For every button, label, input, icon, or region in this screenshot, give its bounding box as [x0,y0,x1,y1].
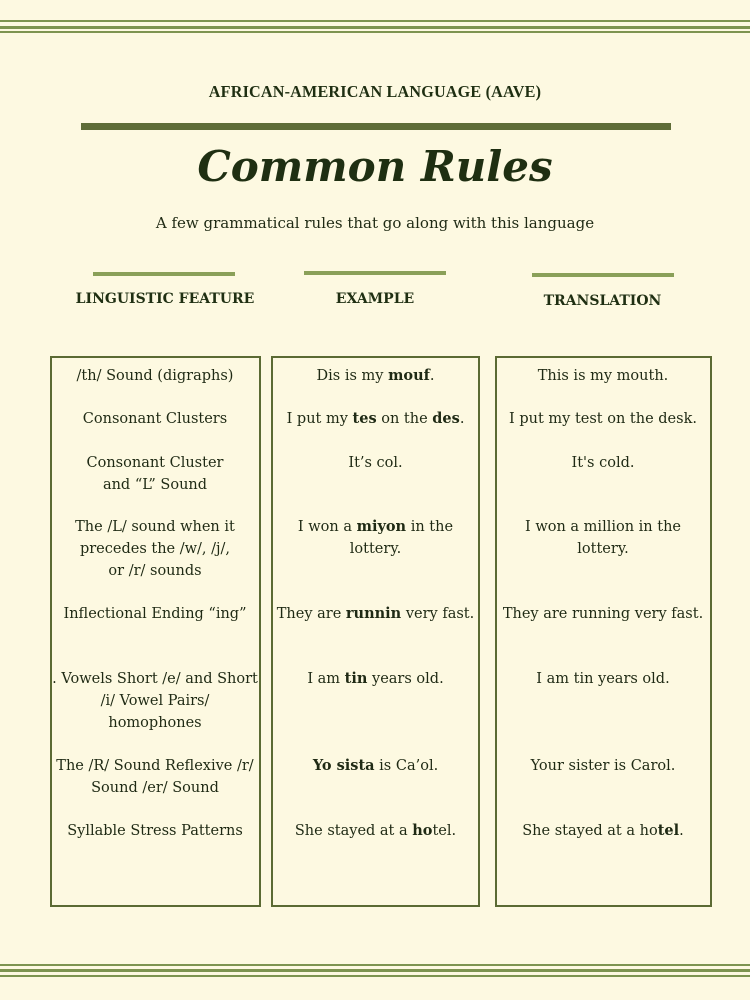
text-segment: It's cold. [571,455,635,471]
row-translation [502,365,704,387]
row-translation [502,408,704,430]
feature-text: Consonant Clusters [82,411,228,427]
text-segment: She stayed at a [294,823,413,839]
feature-text: Sound /er/ Sound [91,780,219,796]
row-feature [48,408,262,430]
text-segment: I am tin years old. [536,671,670,687]
text-segment: I won a [297,519,357,535]
row-example [274,365,477,387]
row-example [274,668,477,690]
feature-text: Consonant Cluster [86,455,224,471]
feature-text: homophones [108,715,202,731]
row-feature [48,668,262,734]
row-example [274,755,477,777]
feature-text: precedes the /w/, /j/, [79,541,231,557]
emphasized-word: tes [352,410,377,427]
emphasized-word: ho [412,822,433,839]
column-header-line [532,273,674,277]
subtitle: A few grammatical rules that go along with this language [155,214,595,232]
text-segment: is Ca’ol. [374,758,439,774]
text-segment: I put my [286,411,353,427]
emphasized-word: miyon [356,518,407,535]
emphasized-word: Yo sista [312,757,375,774]
emphasized-word: tel [657,822,680,839]
text-segment: Dis is my [316,368,389,384]
column-header-feature: LINGUISTIC FEATURE [75,291,255,307]
text-segment: They are [276,606,346,622]
row-translation [502,755,704,777]
emphasized-word: mouf [388,367,430,384]
emphasized-word: runnin [345,605,402,622]
column-header-line [304,271,446,275]
row-example [274,820,477,842]
top-rule [0,20,750,22]
supertitle: AFRICAN-AMERICAN LANGUAGE (AAVE) [208,82,542,101]
text-segment: I won a million in the lottery. [525,519,681,557]
feature-text: The /R/ Sound Reflexive /r/ [56,758,254,774]
column-header-example: EXAMPLE [335,291,415,307]
feature-text: /i/ Vowel Pairs/ [100,693,210,709]
text-segment: years old. [367,671,444,687]
row-feature [48,452,262,496]
bottom-rule [0,975,750,977]
feature-text: Inflectional Ending “ing” [63,606,247,622]
row-feature [48,516,262,582]
text-segment: I am [307,671,345,687]
row-feature [48,365,262,387]
feature-text: or /r/ sounds [108,563,202,579]
text-segment: She stayed at a ho [522,823,658,839]
feature-text: Syllable Stress Patterns [67,823,243,839]
row-example [274,516,477,560]
row-translation [502,820,704,842]
row-feature [48,603,262,625]
bottom-rule [0,964,750,966]
text-segment: on the [376,411,433,427]
bottom-rule [0,969,750,972]
top-rule [0,31,750,33]
row-translation [502,452,704,474]
row-translation [502,603,704,625]
row-example [274,452,477,474]
text-segment: They are running very fast. [502,606,704,622]
emphasized-word: des [432,410,460,427]
row-translation [502,668,704,690]
row-feature [48,755,262,799]
text-segment: . [679,823,684,839]
page-title: Common Rules [197,142,553,191]
row-feature [48,820,262,842]
feature-text: and “L” Sound [102,477,208,493]
text-segment: . [429,368,435,384]
column-header-translation: TRANSLATION [543,293,662,309]
text-segment: tel. [432,823,457,839]
text-segment: It’s col. [348,455,403,471]
row-translation [502,516,704,560]
text-segment: . [459,411,465,427]
text-segment: Your sister is Carol. [530,758,676,774]
feature-text: /th/ Sound (digraphs) [76,368,234,384]
text-segment: in the lottery. [349,519,454,557]
feature-text: The /L/ sound when it [75,519,235,535]
text-segment: I put my test on the desk. [509,411,697,427]
title-divider [81,123,671,130]
text-segment: very fast. [401,606,475,622]
row-example [274,408,477,430]
top-rule [0,26,750,29]
feature-text: . Vowels Short /e/ and Short [52,671,258,687]
row-example [274,603,477,625]
emphasized-word: tin [344,670,368,687]
column-header-line [93,272,235,276]
text-segment: This is my mouth. [537,368,669,384]
